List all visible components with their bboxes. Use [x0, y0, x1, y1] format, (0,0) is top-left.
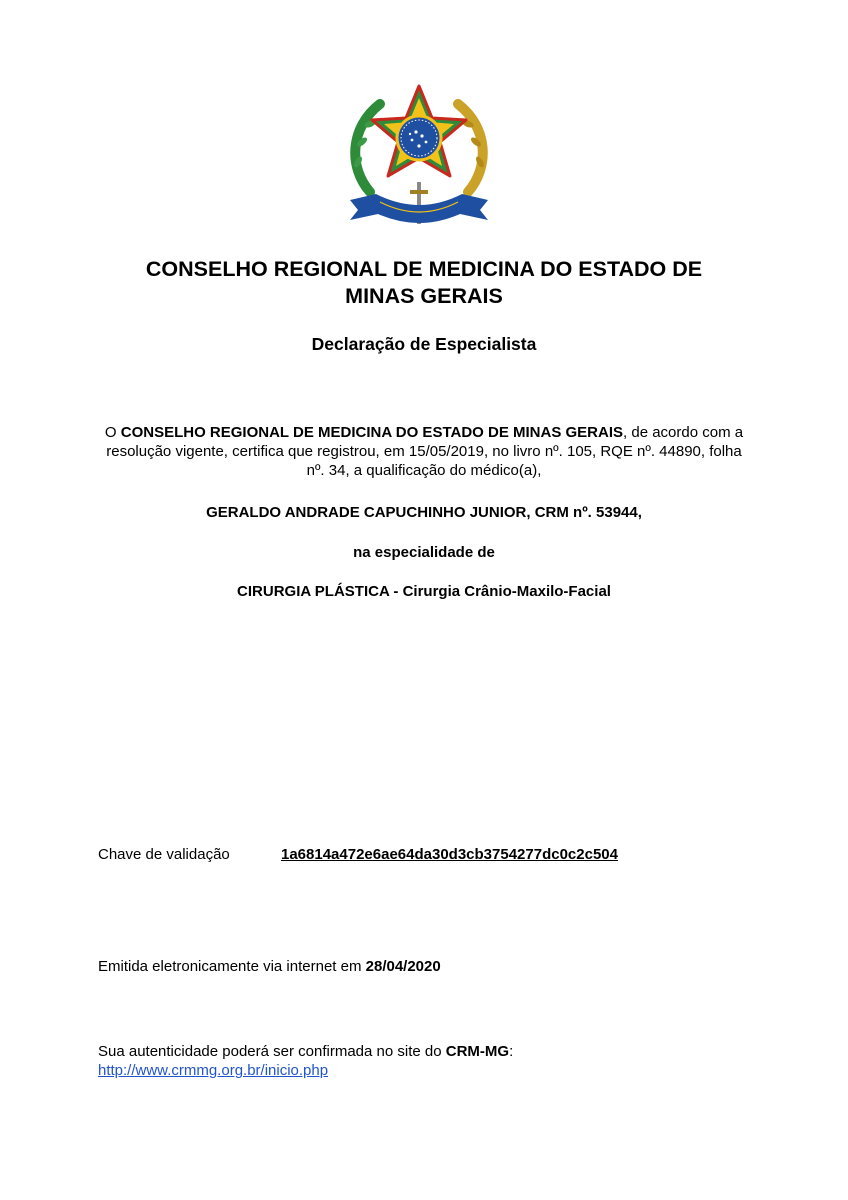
specialty-intro: na especialidade de — [353, 544, 495, 561]
validation-row — [98, 845, 618, 864]
council-name: CONSELHO REGIONAL DE MEDICINA DO ESTADO DE MINAS GERAIS — [120, 424, 624, 441]
site-name: CRM-MG — [445, 1043, 510, 1060]
issued-line — [98, 957, 441, 976]
council-title — [100, 256, 748, 310]
authenticity-note — [98, 1042, 513, 1080]
issued-date: 28/04/2020 — [365, 958, 441, 975]
validation-label: Chave de validação — [98, 846, 230, 863]
doctor-line: GERALDO ANDRADE CAPUCHINHO JUNIOR, CRM nº. 53944, — [206, 504, 642, 521]
crm-mg-link[interactable]: http://www.crmmg.org.br/inicio.php — [98, 1062, 329, 1079]
paragraph-rest: , de acordo com a resolução vigente, certifica que registrou, em 15/05/2019, no livro nº. 105, RQE nº. 44890, folha nº. 34, a qualificação do médico(a), — [106, 424, 744, 479]
issued-text: Emitida eletronicamente via internet em — [98, 958, 366, 975]
authenticity-suffix: : — [509, 1043, 514, 1060]
brazil-coat-of-arms-icon — [340, 82, 498, 232]
council-title-line-2: MINAS GERAIS — [345, 284, 503, 308]
council-title-line-1: CONSELHO REGIONAL DE MEDICINA DO ESTADO DE — [145, 257, 703, 281]
certification-paragraph — [96, 423, 752, 480]
document-subtitle: Declaração de Especialista — [311, 334, 537, 354]
authenticity-text: Sua autenticidade poderá ser confirmada no site do — [98, 1043, 446, 1060]
paragraph-prefix: O — [104, 424, 121, 441]
authenticity-line — [98, 1042, 513, 1061]
validation-key: 1a6814a472e6ae64da30d3cb3754277dc0c2c504 — [281, 846, 618, 863]
specialty-line: CIRURGIA PLÁSTICA - Cirurgia Crânio-Maxilo-Facial — [237, 583, 611, 600]
